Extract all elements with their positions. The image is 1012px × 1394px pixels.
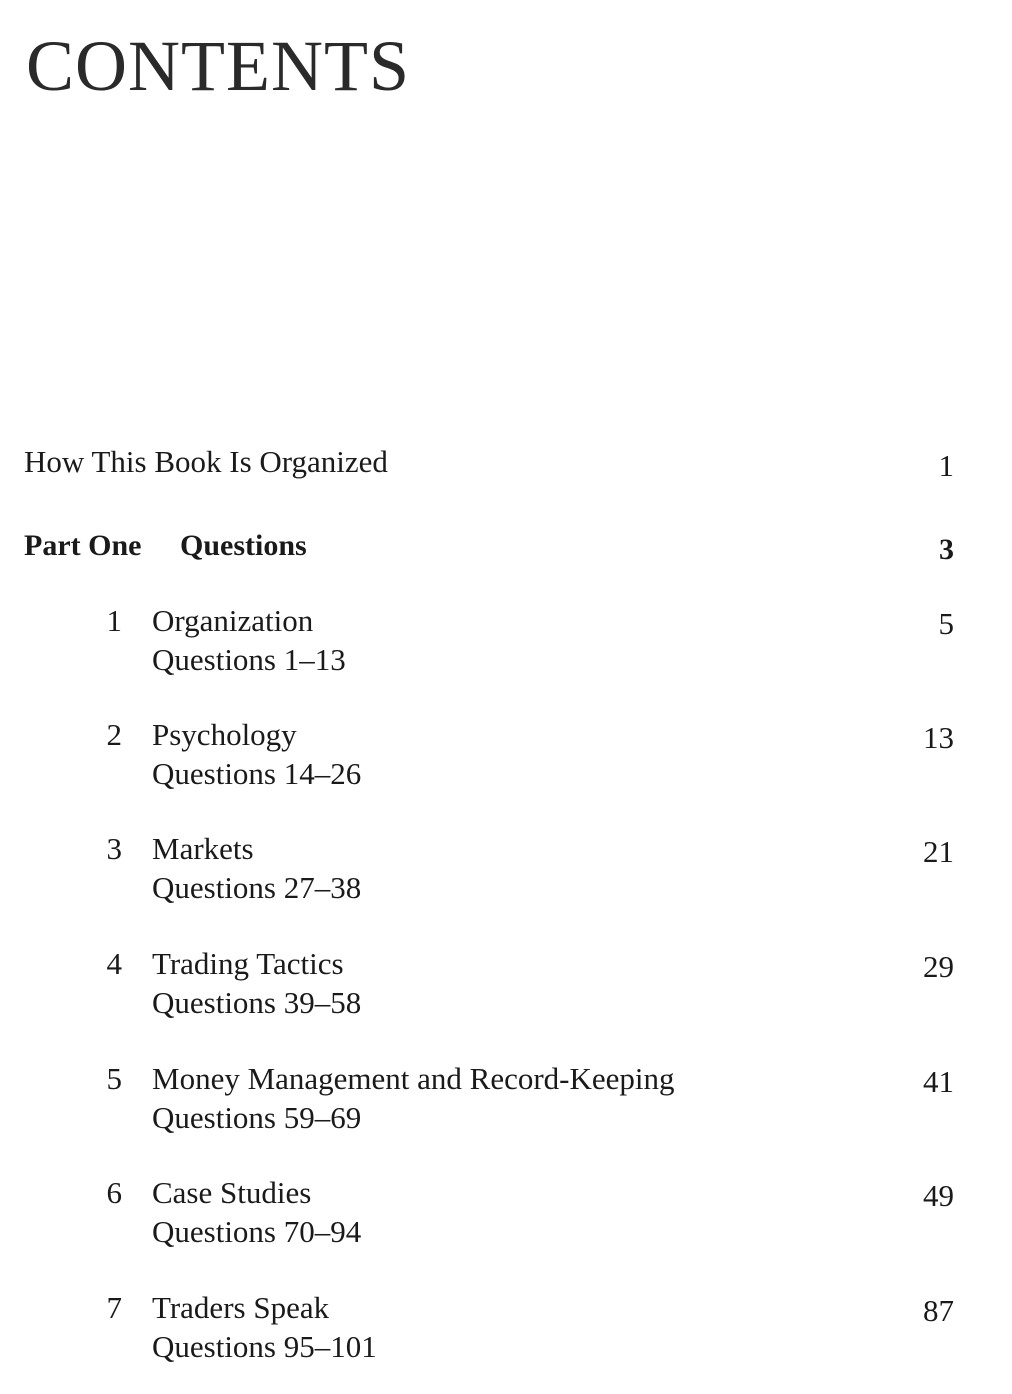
chapter-title: Traders Speak [152,1290,330,1325]
toc-page-number: 87 [923,1293,954,1328]
chapter-number: 6 [106,1175,122,1210]
chapter-questions: Questions 14–26 [152,756,362,791]
chapter-number: 7 [106,1290,122,1325]
chapter-title: Case Studies [152,1175,312,1210]
chapter-number: 4 [106,946,122,981]
chapter-title: Trading Tactics [152,946,344,981]
toc-page-number: 1 [938,448,954,483]
chapter-questions: Questions 70–94 [152,1214,362,1249]
toc-page-number: 41 [923,1064,954,1099]
toc-page-number: 21 [923,834,954,869]
chapter-questions: Questions 95–101 [152,1329,377,1364]
chapter-questions: Questions 27–38 [152,870,362,905]
toc-page-number: 13 [923,720,954,755]
chapter-questions: Questions 59–69 [152,1100,362,1135]
part-title: Questions [180,529,307,562]
chapter-title: Money Management and Record-Keeping [152,1061,675,1096]
toc-page-number: 3 [939,533,954,566]
toc-entry-label: How This Book Is Organized [24,444,388,479]
chapter-title: Psychology [152,717,297,752]
toc-page-number: 29 [923,949,954,984]
chapter-number: 1 [106,603,122,638]
chapter-questions: Questions 1–13 [152,642,346,677]
chapter-number: 5 [106,1061,122,1096]
chapter-number: 3 [106,831,122,866]
chapter-questions: Questions 39–58 [152,985,362,1020]
part-label: Part One [24,529,142,562]
toc-page-number: 5 [938,606,954,641]
chapter-title: Organization [152,603,314,638]
chapter-title: Markets [152,831,254,866]
toc-page-number: 49 [923,1178,954,1213]
page-title: CONTENTS [26,26,410,106]
chapter-number: 2 [106,717,122,752]
